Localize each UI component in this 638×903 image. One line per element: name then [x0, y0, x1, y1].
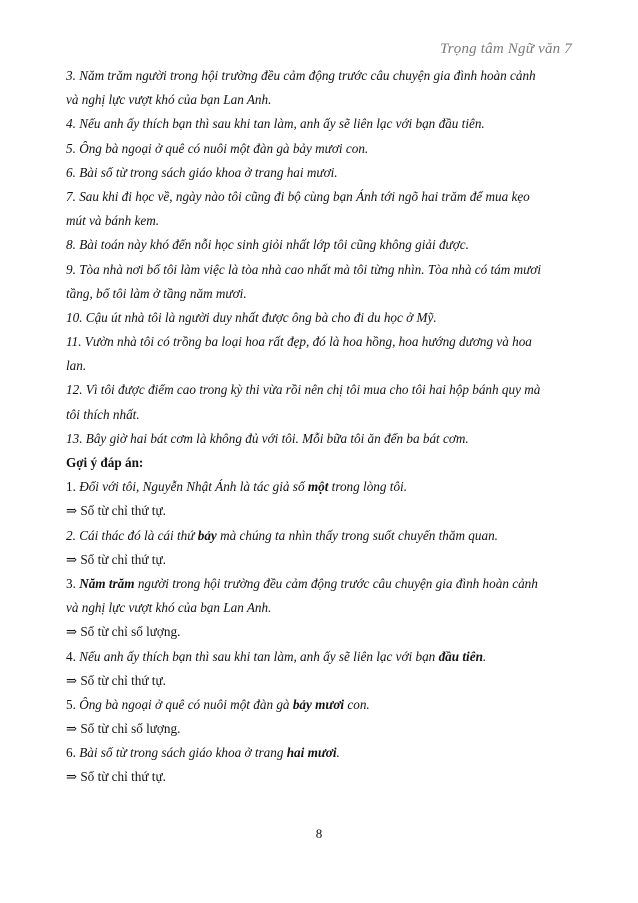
answer-3-number: 3. [66, 575, 80, 591]
exercise-3-line-1: 3. Năm trăm người trong hội trường đều cảm động trước câu chuyện gia đình hoàn cảnh [66, 68, 536, 83]
exercise-12-line-2: tôi thích nhất. [66, 406, 140, 422]
answer-5-text-before: Ông bà ngoại ở quê có nuôi một đàn gà [79, 696, 293, 712]
answer-5-note: ⇒ Số từ chỉ số lượng. [66, 721, 181, 737]
answer-1 [66, 475, 573, 499]
page-number: 8 [315, 826, 323, 841]
exercise-9-line-1: 9. Tòa nhà nơi bố tôi làm việc là tòa nhà cao nhất mà tôi từng nhìn. Tòa nhà có tám mươi [66, 261, 541, 277]
answer-6 [66, 741, 573, 765]
answer-1-text-before: Đối với tôi, Nguyễn Nhật Ánh là tác giả số [79, 479, 308, 495]
answer-4-text-before: Nếu anh ấy thích bạn thì sau khi tan làm, anh ấy sẽ liên lạc với bạn [79, 648, 439, 664]
answer-6-text-before: Bài số từ trong sách giáo khoa ở trang [79, 745, 287, 761]
answer-4-highlight: đầu tiên [438, 648, 483, 664]
answer-3-highlight: Năm trăm [79, 575, 135, 591]
answer-2-text-before: 2. Cái thác đó là cái thứ [66, 527, 198, 543]
exercise-7-line-2: mút và bánh kem. [66, 213, 160, 229]
answer-3-line-2: và nghị lực vượt khó của bạn Lan Anh. [66, 600, 272, 616]
answers-heading: Gợi ý đáp án: [66, 455, 144, 470]
exercise-11-line-1: 11. Vườn nhà tôi có trồng ba loại hoa rất đẹp, đó là hoa hồng, hoa hướng dương và hoa [66, 334, 532, 350]
exercise-6: 6. Bài số từ trong sách giáo khoa ở trang hai mươi. [66, 164, 338, 180]
exercise-3-line-2: và nghị lực vượt khó của bạn Lan Anh. [66, 92, 272, 108]
answer-1-text-after: trong lòng tôi. [328, 479, 408, 495]
answer-6-number: 6. [66, 745, 80, 761]
answer-1-number: 1. [66, 479, 80, 495]
exercise-13: 13. Bây giờ hai bát cơm là không đủ với tôi. Mỗi bữa tôi ăn đến ba bát cơm. [66, 430, 469, 446]
answer-4-number: 4. [66, 648, 80, 664]
answer-4-text-after: . [482, 648, 487, 664]
answer-3-text-after: người trong hội trường đều cảm động trước câu chuyện gia đình hoàn cảnh [134, 575, 538, 591]
running-header: Trọng tâm Ngữ văn 7 [440, 41, 572, 57]
answer-3 [66, 572, 573, 596]
answer-6-text-after: . [336, 745, 340, 761]
answer-5-highlight: bảy mươi [292, 696, 345, 712]
answer-6-highlight: hai mươi [286, 745, 337, 761]
exercise-4: 4. Nếu anh ấy thích bạn thì sau khi tan làm, anh ấy sẽ liên lạc với bạn đầu tiên. [66, 116, 485, 132]
answer-1-note: ⇒ Số từ chỉ thứ tự. [66, 503, 166, 519]
answer-2-text-after: mà chúng ta nhìn thấy trong suốt chuyến thăm quan. [216, 527, 498, 543]
answer-2-highlight: bảy [197, 527, 217, 543]
page-content [66, 64, 573, 790]
answer-2 [66, 524, 573, 548]
answer-5-number: 5. [66, 696, 80, 712]
answer-6-note: ⇒ Số từ chỉ thứ tự. [66, 769, 166, 785]
exercise-5: 5. Ông bà ngoại ở quê có nuôi một đàn gà bảy mươi con. [66, 140, 369, 156]
exercise-9-line-2: tầng, bố tôi làm ở tầng năm mươi. [66, 285, 247, 301]
answer-1-highlight: một [307, 479, 329, 495]
exercise-7-line-1: 7. Sau khi đi học về, ngày nào tôi cũng đi bộ cùng bạn Ánh tới ngõ hai trăm để mua kẹo [66, 188, 530, 204]
answer-4 [66, 645, 573, 669]
answer-4-note: ⇒ Số từ chỉ thứ tự. [66, 672, 166, 688]
answer-5-text-after: con. [344, 696, 370, 712]
answer-3-note: ⇒ Số từ chỉ số lượng. [66, 624, 181, 640]
answer-2-note: ⇒ Số từ chỉ thứ tự. [66, 551, 166, 567]
exercise-8: 8. Bài toán này khó đến nỗi học sinh giỏi nhất lớp tôi cũng không giải được. [66, 237, 469, 253]
exercise-12-line-1: 12. Vì tôi được điểm cao trong kỳ thi vừa rồi nên chị tôi mua cho tôi hai hộp bánh quy mà [66, 382, 541, 398]
exercise-11-line-2: lan. [66, 358, 87, 374]
exercise-10: 10. Cậu út nhà tôi là người duy nhất được ông bà cho đi du học ở Mỹ. [66, 309, 437, 325]
answer-5 [66, 693, 573, 717]
